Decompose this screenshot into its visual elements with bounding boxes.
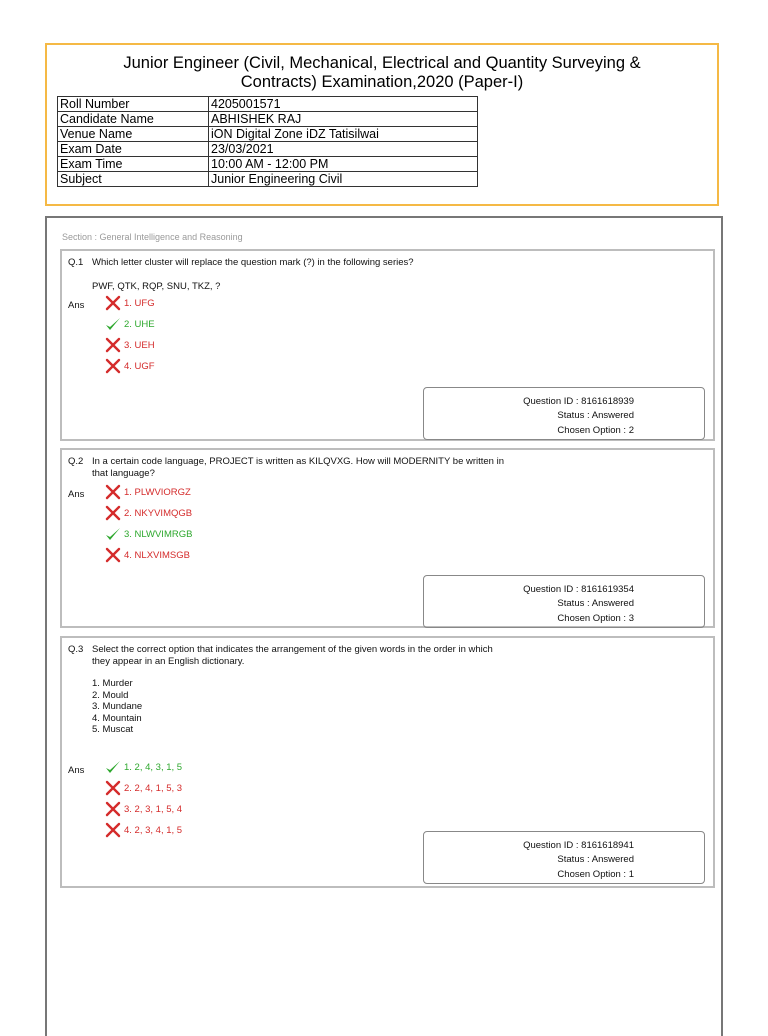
question-status: Status : Answered (557, 410, 634, 421)
info-row (58, 157, 478, 172)
candidate-info-table (57, 96, 478, 187)
chosen-option: Chosen Option : 1 (557, 869, 634, 880)
question-detail-line: 2. Mould (92, 689, 129, 701)
info-value: 23/03/2021 (209, 142, 478, 157)
question-status: Status : Answered (557, 854, 634, 865)
info-label: Candidate Name (58, 112, 209, 127)
option-label: 1. 2, 4, 3, 1, 5 (124, 761, 183, 773)
section-title: Section : General Intelligence and Reasoning (62, 232, 243, 242)
question-id: Question ID : 8161618941 (523, 840, 634, 851)
option-label: 2. NKYVIMQGB (124, 507, 193, 519)
chosen-option: Chosen Option : 2 (557, 425, 634, 436)
question-meta-box (423, 387, 705, 440)
question-status: Status : Answered (557, 598, 634, 609)
info-row (58, 127, 478, 142)
ans-label: Ans (68, 300, 85, 311)
answer-option (104, 780, 182, 796)
option-label: 2. 2, 4, 1, 5, 3 (124, 782, 183, 794)
info-label: Venue Name (58, 127, 209, 142)
info-label: Roll Number (58, 97, 209, 112)
question-detail-line: PWF, QTK, RQP, SNU, TKZ, ? (92, 281, 221, 292)
cross-icon (104, 822, 122, 838)
info-label: Exam Time (58, 157, 209, 172)
cross-icon (104, 780, 122, 796)
info-row (58, 112, 478, 127)
answer-option (104, 358, 155, 374)
question-id: Question ID : 8161619354 (523, 584, 634, 595)
option-label: 1. UFG (124, 297, 155, 309)
question-meta-box (423, 575, 705, 628)
info-value: Junior Engineering Civil (209, 172, 478, 187)
question-detail-line: 1. Murder (92, 678, 133, 689)
answer-option (104, 759, 182, 775)
question-number: Q.1 (68, 257, 84, 268)
option-label: 4. 2, 3, 4, 1, 5 (124, 824, 183, 836)
info-label: Exam Date (58, 142, 209, 157)
answer-option (104, 295, 155, 311)
info-row (58, 142, 478, 157)
check-icon (104, 316, 122, 332)
answer-option (104, 316, 155, 332)
question-detail-line: 3. Mundane (92, 701, 143, 712)
cross-icon (104, 295, 122, 311)
ans-label: Ans (68, 765, 85, 776)
answer-option (104, 337, 155, 353)
info-value: 4205001571 (209, 97, 478, 112)
cross-icon (104, 547, 122, 563)
question-number: Q.3 (68, 644, 84, 655)
question-detail-line: 5. Muscat (92, 724, 134, 735)
cross-icon (104, 358, 122, 374)
option-label: 2. UHE (124, 318, 155, 330)
answer-option (104, 822, 182, 838)
info-value: iON Digital Zone iDZ Tatisilwai (209, 127, 478, 142)
info-row (58, 172, 478, 187)
cross-icon (104, 337, 122, 353)
cross-icon (104, 484, 122, 500)
chosen-option: Chosen Option : 3 (557, 613, 634, 624)
answer-option (104, 484, 191, 500)
answer-option (104, 801, 182, 817)
check-icon (104, 759, 122, 775)
question-id: Question ID : 8161618939 (523, 396, 634, 407)
option-label: 3. UEH (124, 339, 155, 351)
info-label: Subject (58, 172, 209, 187)
cross-icon (104, 801, 122, 817)
response-sheet (45, 216, 723, 1036)
exam-title (57, 54, 707, 92)
option-label: 4. UGF (124, 360, 155, 372)
ans-label: Ans (68, 489, 85, 500)
check-icon (104, 526, 122, 542)
question-detail-line: 4. Mountain (92, 712, 142, 724)
info-row (58, 97, 478, 112)
exam-title-line2: Contracts) Examination,2020 (Paper-I) (240, 73, 524, 91)
question-text: Which letter cluster will replace the question mark (?) in the following series? (92, 257, 414, 268)
option-label: 3. 2, 3, 1, 5, 4 (124, 803, 183, 815)
cross-icon (104, 505, 122, 521)
answer-option (104, 547, 190, 563)
info-value: ABHISHEK RAJ (209, 112, 478, 127)
answer-option (104, 526, 192, 542)
option-label: 1. PLWVIORGZ (124, 486, 191, 498)
question-card (60, 448, 715, 628)
question-card (60, 249, 715, 441)
option-label: 3. NLWVIMRGB (124, 528, 193, 540)
exam-header-box (45, 43, 719, 206)
question-text: In a certain code language, PROJECT is written as KILQVXG. How will MODERNITY be written in that language? (92, 456, 505, 479)
question-meta-box (423, 831, 705, 884)
exam-title-line1: Junior Engineer (Civil, Mechanical, Electrical and Quantity Surveying & (123, 54, 641, 72)
question-number: Q.2 (68, 456, 84, 467)
info-value: 10:00 AM - 12:00 PM (209, 157, 478, 172)
option-label: 4. NLXVIMSGB (124, 549, 190, 561)
question-card (60, 636, 715, 888)
answer-option (104, 505, 192, 521)
question-text: Select the correct option that indicates the arrangement of the given words in the order in which they appear in an English dictionary. (92, 644, 493, 667)
